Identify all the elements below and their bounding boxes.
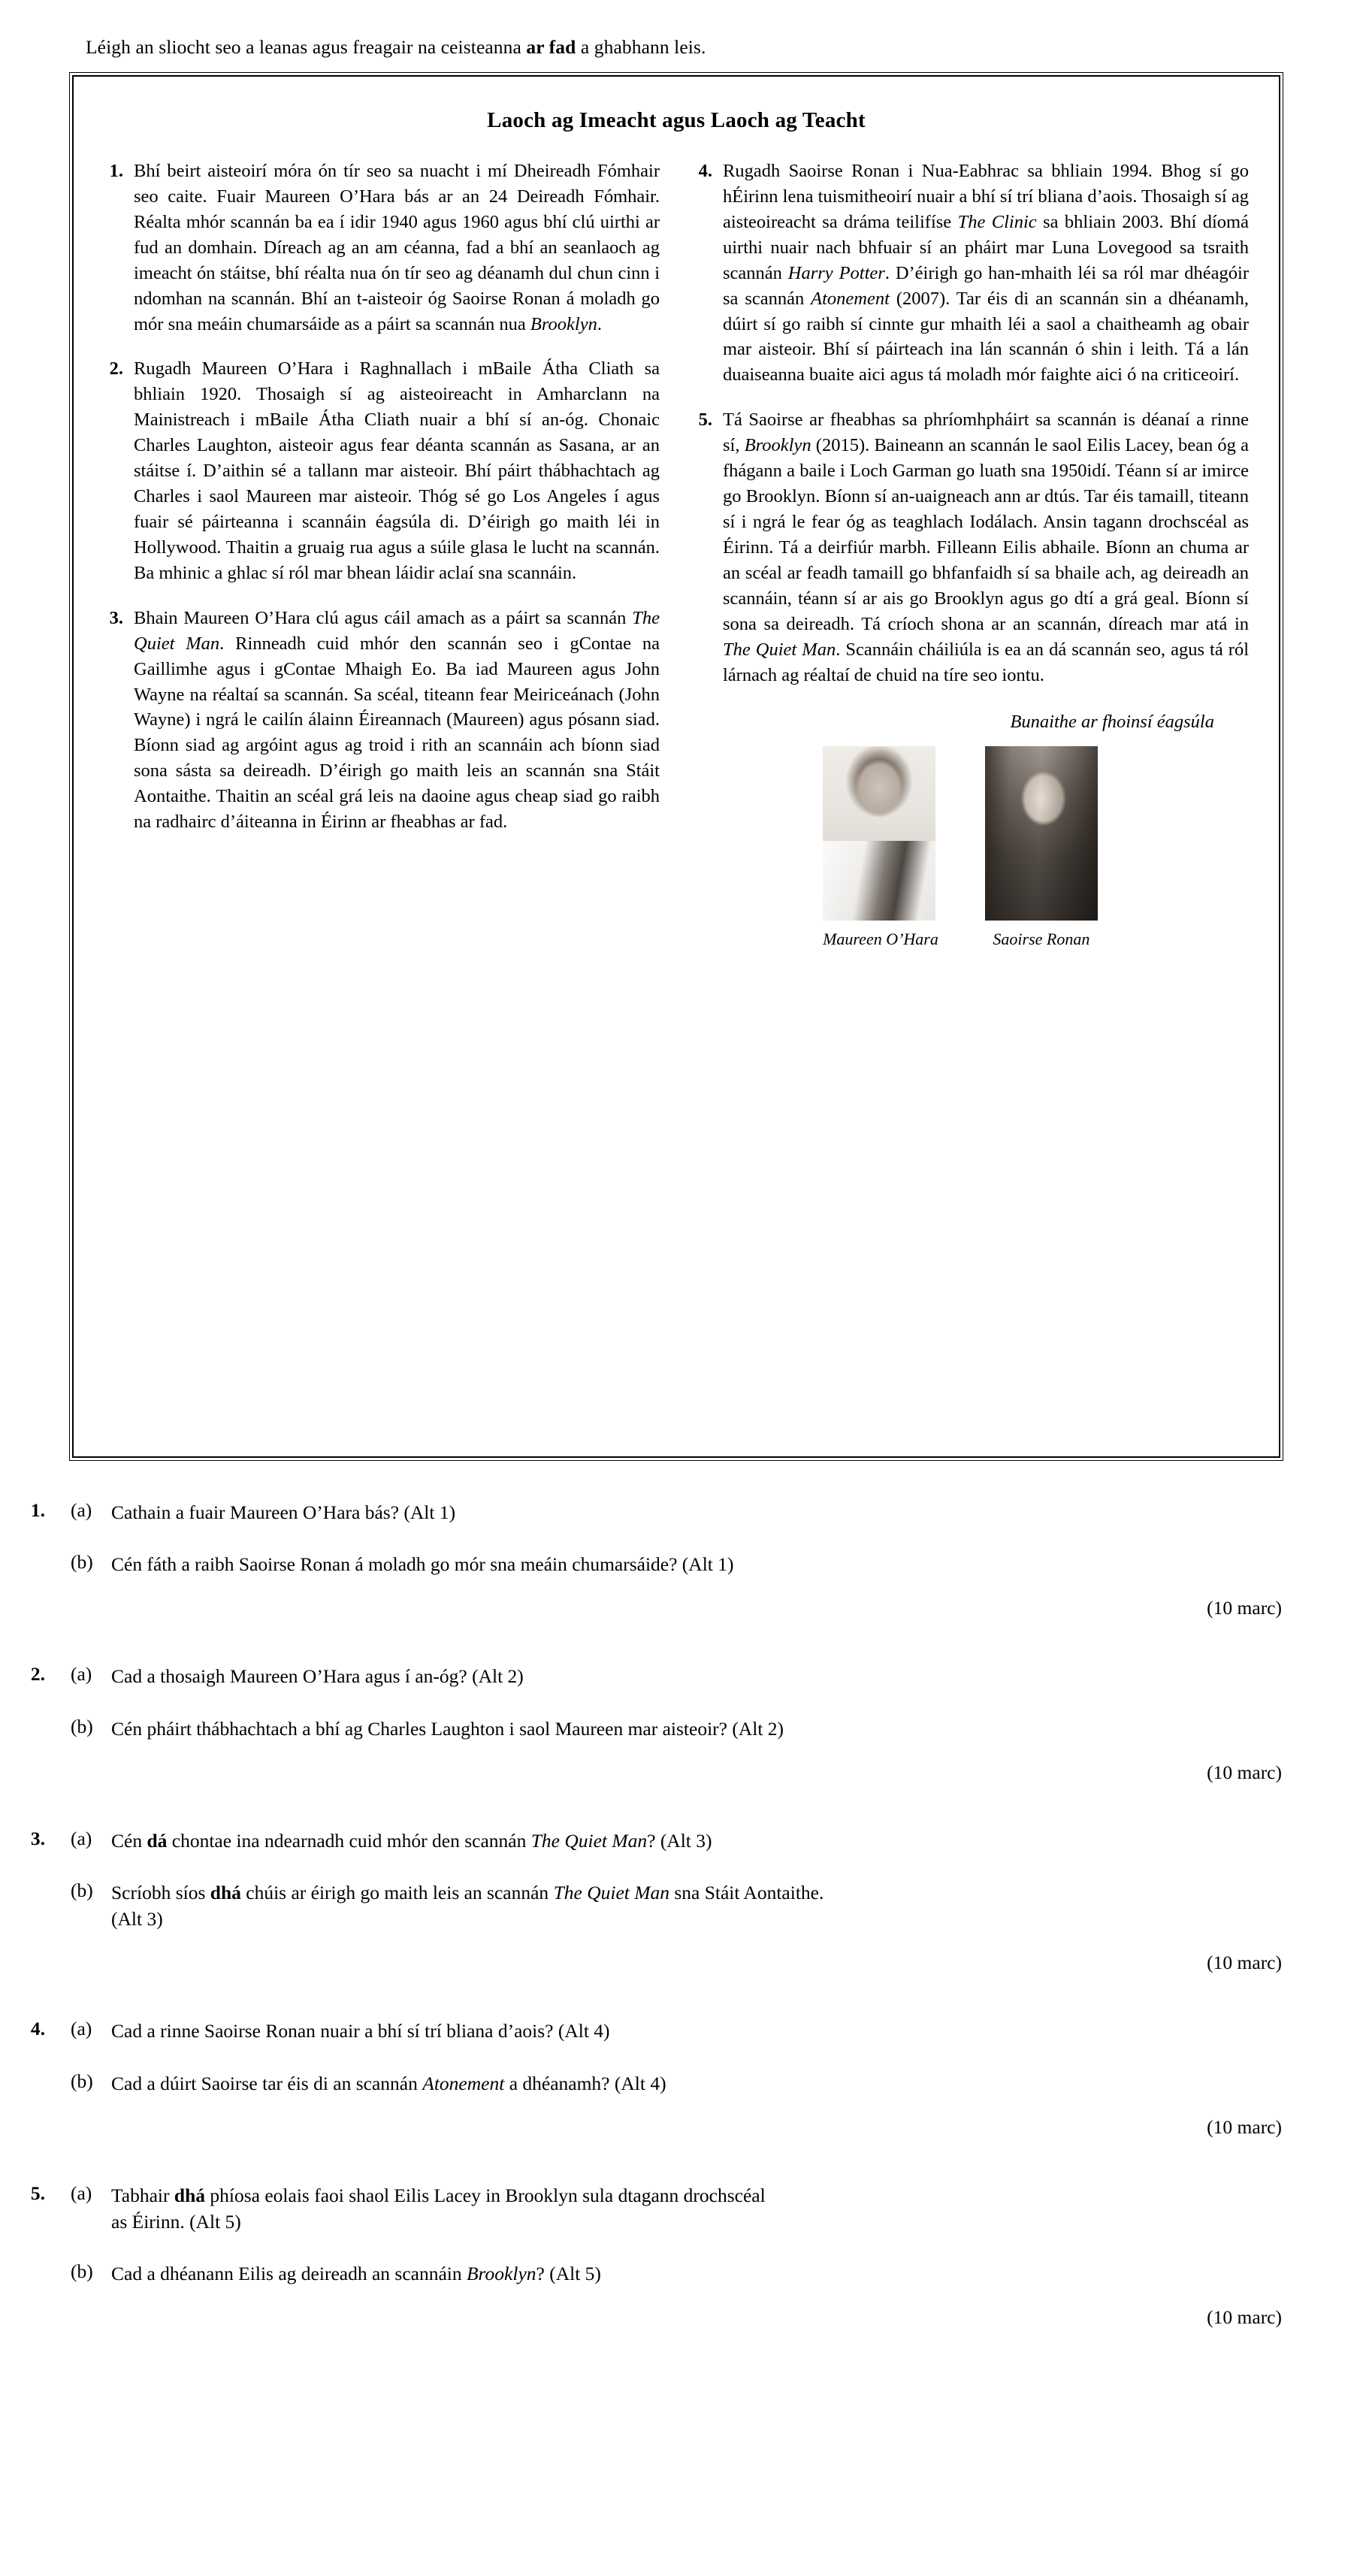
- passage-columns: [74, 133, 1279, 949]
- question-part: [0, 2260, 1366, 2287]
- question-text: Cad a dhéanann Eilis ag deireadh an scannáin Brooklyn? (Alt 5): [111, 2263, 601, 2285]
- passage-paragraph: [104, 606, 660, 835]
- question-number: 4.: [30, 2018, 45, 2040]
- reading-instruction: [86, 35, 706, 59]
- question-text: Cad a thosaigh Maureen O’Hara agus í an-óg? (Alt 2): [111, 1665, 524, 1688]
- question-marks: (10 marc): [1207, 1597, 1282, 1619]
- paragraph-number: 1.: [109, 161, 123, 181]
- paragraph-text: Rugadh Maureen O’Hara i Raghnallach i mBaile Átha Cliath sa bhliain 1920. Thosaigh sí ag aisteoireacht in Amharclann na Mainistreach i mBaile Átha Cliath nuair a bhí sí an-óg. Chonaic Charles Laughton, aisteoir agus fear déanta scannán as Sasana, ar an stáitse í. D’aithin sé a tallann mar aisteoir. Bhí páirt thábhachtach ag Charles i saol Maureen mar aisteoir. Thóg sé go Los Angeles í agus fuair sé páirteanna i scannáin éagsúla di. D’éirigh go maith léi in Hollywood. Thaitin a gruaig rua agus a súile glasa le lucht na scannán. Ba mhinic a ghlac sí ról mar bhean láidir aclaí sna scannáin.: [134, 358, 660, 583]
- question-marks: (10 marc): [1207, 2306, 1282, 2329]
- question-part-letter: (b): [71, 1551, 93, 1574]
- passage-paragraph: [104, 356, 660, 585]
- question-text: Scríobh síos dhá chúis ar éirigh go maith leis an scannán The Quiet Man sna Stáit Aontaithe. (Alt 3): [111, 1881, 824, 1930]
- passage-paragraph: [104, 159, 660, 337]
- question-part-letter: (a): [71, 1663, 92, 1686]
- question-part-letter: (b): [71, 2070, 93, 2092]
- question-part-letter: (a): [71, 2018, 92, 2040]
- paragraph-number: 2.: [109, 358, 123, 379]
- question-number: 1.: [30, 1499, 45, 1521]
- question-group: [0, 2018, 1366, 2138]
- question-marks: (10 marc): [1207, 1761, 1282, 1783]
- question-text: Cad a dúirt Saoirse tar éis di an scannán Atonement a dhéanamh? (Alt 4): [111, 2072, 666, 2094]
- question-part: [0, 2070, 1366, 2097]
- question-part: [0, 1879, 1366, 1932]
- question-group: [0, 1663, 1366, 1783]
- question-part: [0, 1716, 1366, 1742]
- passage-photos: [693, 746, 1249, 949]
- question-part: [0, 1663, 1366, 1689]
- instruction-text-before: Léigh an sliocht seo a leanas agus freagair na ceisteanna: [86, 36, 527, 58]
- passage-source-attribution: Bunaithe ar fhoinsí éagsúla: [1010, 712, 1214, 733]
- paragraph-number: 3.: [109, 607, 123, 628]
- question-marks: (10 marc): [1207, 1952, 1282, 1974]
- photo-caption: Saoirse Ronan: [993, 930, 1090, 949]
- paragraph-text: Bhain Maureen O’Hara clú agus cáil amach as a páirt sa scannán The Quiet Man. Rinneadh cuid mhór den scannán seo i gContae na Gaillimhe agus i gContae Mhaigh Eo. Ba iad Maureen agus John Wayne na réaltaí sa scannán. Sa scéal, titeann fear Meiriceánach (John Wayne) i ngrá le cailín álainn Éireannach (Maureen) agus pósann siad. Bíonn siad ag argóint agus ag troid i rith an scannáin ach bíonn siad sona sásta sa deireadh. D’éirigh go maith leis an scannán sna Stáit Aontaithe. Thaitin an scéal grá leis na daoine agus cheap siad go raibh na radhairc d’áiteanna in Éirinn ar fheabhas ar fad.: [134, 607, 660, 833]
- paragraph-text: Tá Saoirse ar fheabhas sa phríomhpháirt sa scannán is déanaí a rinne sí, Brooklyn (2015). Baineann an scannán le saol Eilis Lacey, bean óg a fhágann a baile i Loch Garman go luath sna 1950idí. Téann sí ar imirce go Brooklyn. Bíonn sí an-uaigneach ann ar dtús. Tar éis tamaill, titeann sí i ngrá le fear óg as teaghlach Iodálach. Ansin tagann drochscéal as Éirinn. Tá a deirfiúr marbh. Filleann Eilis abhaile. Bíonn an chuma ar an scéal ar feadh tamaill go bhfanfaidh sí sa bhaile ach, ag deireadh an scannáin, téann sí ar ais go Brooklyn agus go dtí a grá geal. Bíonn sí sona sa deireadh. Tá críoch shona ar an scannán, díreach mar atá in The Quiet Man. Scannáin cháiliúla is ea an dá scannán seo, agus tá ról lárnach ag réaltaí de chuid na tíre seo iontu.: [723, 410, 1250, 685]
- photo-block-maureen: [823, 746, 938, 949]
- question-text: Cén fáth a raibh Saoirse Ronan á moladh go mór sna meáin chumarsáide? (Alt 1): [111, 1553, 734, 1576]
- question-part: [0, 1551, 1366, 1577]
- question-number: 2.: [30, 1663, 45, 1686]
- question-text: Cén dá chontae ina ndearnadh cuid mhór den scannán The Quiet Man? (Alt 3): [111, 1829, 712, 1852]
- question-number: 3.: [30, 1827, 45, 1849]
- question-text: Cad a rinne Saoirse Ronan nuair a bhí sí trí bliana d’aois? (Alt 4): [111, 2020, 610, 2042]
- question-number: 5.: [30, 2181, 45, 2204]
- question-marks: (10 marc): [1207, 2115, 1282, 2138]
- photo-block-saoirse: [985, 746, 1098, 949]
- saoirse-ronan-photo: [985, 746, 1098, 921]
- question-text: Cén pháirt thábhachtach a bhí ag Charles Laughton i saol Maureen mar aisteoir? (Alt 2): [111, 1717, 784, 1740]
- questions-section: [0, 1499, 1366, 2372]
- question-part: [0, 1499, 1366, 1525]
- question-part-letter: (b): [71, 2260, 93, 2283]
- question-part: [0, 1828, 1366, 1854]
- question-text: Cathain a fuair Maureen O’Hara bás? (Alt 1): [111, 1501, 456, 1523]
- question-part-letter: (b): [71, 1715, 93, 1737]
- question-text: Tabhair dhá phíosa eolais faoi shaol Eilis Lacey in Brooklyn sula dtagann drochscéal as Éirinn. (Alt 5): [111, 2184, 766, 2233]
- paragraph-number: 4.: [698, 161, 712, 181]
- maureen-ohara-photo: [823, 746, 935, 921]
- question-part-letter: (a): [71, 1499, 92, 1521]
- question-part-letter: (a): [71, 2181, 92, 2204]
- passage-box: [72, 75, 1280, 1458]
- question-group: [0, 1499, 1366, 1619]
- question-part-letter: (a): [71, 1827, 92, 1849]
- paragraph-text: Bhí beirt aisteoirí móra ón tír seo sa nuacht i mí Dheireadh Fómhair seo caite. Fuair Maureen O’Hara bás ar an 24 Deireadh Fómhair. Réalta mhór scannán ba ea í idir 1940 agus 1960 agus bhí clú uirthi ar fud an domhain. Díreach ag an am céanna, fad a bhí an seanlaoch ag imeacht ón stáitse, bhí réalta nua ón tír seo ag déanamh dul chun cinn i ndomhan na scannán. Bhí an t-aisteoir óg Saoirse Ronan á moladh go mór sna meáin chumarsáide as a páirt sa scannán nua Brooklyn.: [134, 161, 660, 334]
- paragraph-number: 5.: [698, 410, 712, 431]
- question-part: [0, 2018, 1366, 2044]
- passage-column-right: [693, 159, 1249, 949]
- instruction-text-after: a ghabhann leis.: [576, 36, 706, 58]
- question-part-letter: (b): [71, 1879, 93, 1901]
- passage-paragraph: [693, 407, 1249, 688]
- question-part: [0, 2182, 1366, 2235]
- paragraph-text: Rugadh Saoirse Ronan i Nua-Eabhrac sa bhliain 1994. Bhog sí go hÉirinn lena tuismitheoirí nuair a bhí sí trí bliana d’aois. Thosaigh sí ag aisteoireacht sa dráma teilifíse The Clinic sa bhliain 2003. Bhí díomá uirthi nuair nach bhfuair sí an pháirt mar Luna Lovegood sa tsraith scannán Harry Potter. D’éirigh go han-mhaith léi sa ról mar dhéagóir sa scannán Atonement (2007). Tar éis di an scannán sin a dhéanamh, dúirt sí go raibh sí cinnte gur mhaith léi a saol a chaitheamh ag obair mar aisteoir. Bhí sí páirteach ina lán scannán ó shin i leith. Tá a lán duaiseanna buaite aici agus tá moladh mór faighte aici ó na criticeoirí.: [723, 161, 1249, 385]
- instruction-text-bold: ar fad: [526, 36, 576, 58]
- question-group: [0, 2182, 1366, 2330]
- photo-caption: Maureen O’Hara: [823, 930, 938, 949]
- passage-column-left: [104, 159, 660, 949]
- passage-paragraph: [693, 159, 1249, 388]
- question-group: [0, 1828, 1366, 1975]
- passage-title: Laoch ag Imeacht agus Laoch ag Teacht: [487, 108, 866, 132]
